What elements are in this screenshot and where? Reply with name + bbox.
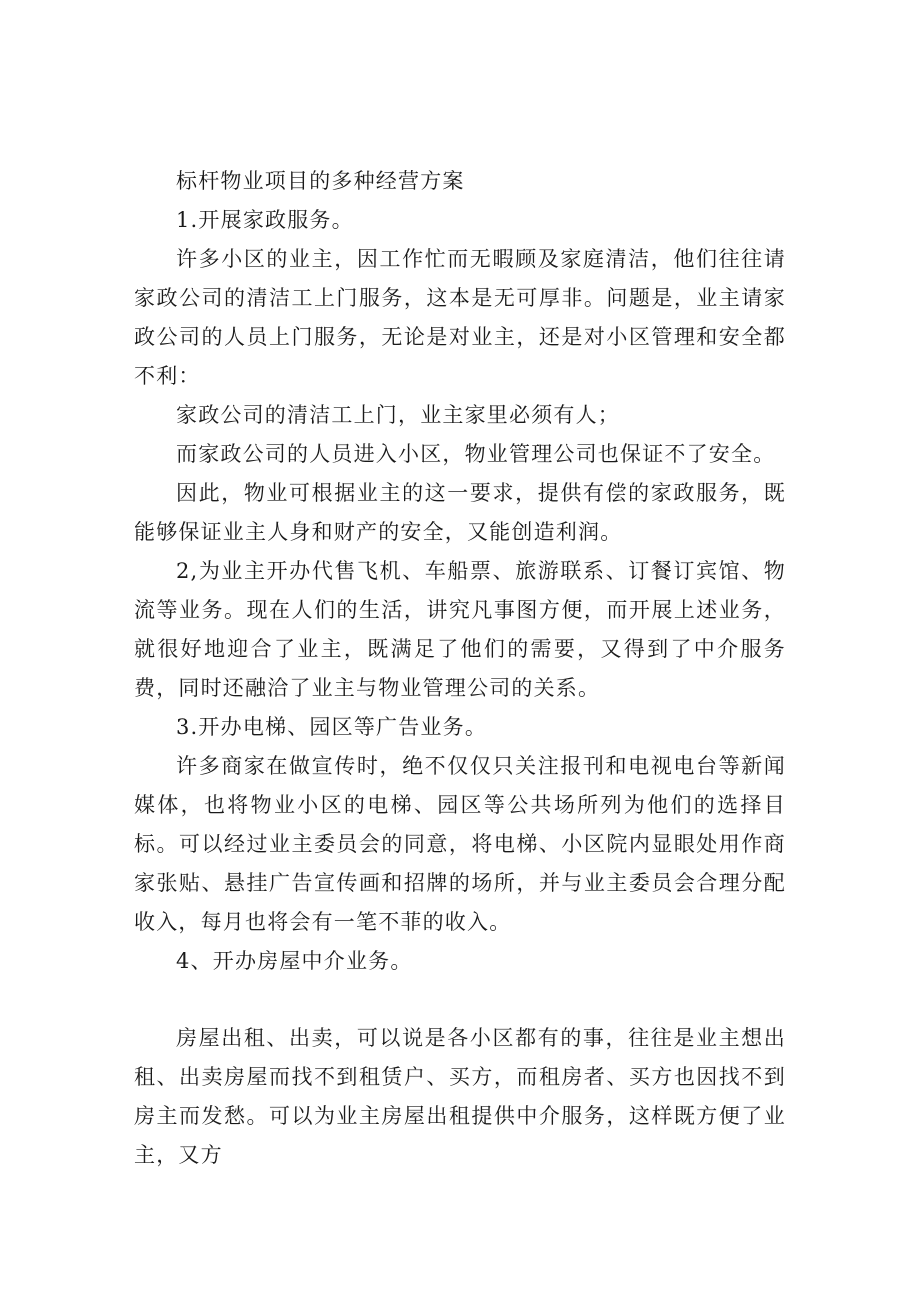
section-heading-4: 4、开办房屋中介业务。 — [176, 949, 413, 973]
paragraph: 而家政公司的人员进入小区，物业管理公司也保证不了安全。 — [176, 442, 776, 466]
paragraph: 因此，物业可根据业主的这一要求，提供有偿的家政服务，既能够保证业主人身和财产的安全，又能创造利润。 — [134, 481, 786, 544]
paragraph: 家政公司的清洁工上门，业主家里必须有人； — [176, 403, 620, 427]
document-body — [134, 162, 786, 1175]
document-title: 标杆物业项目的多种经营方案 — [176, 169, 465, 193]
paragraph: 房屋出租、出卖，可以说是各小区都有的事，往往是业主想出租、出卖房屋而找不到租赁户、买方，而租房者、买方也因找不到房主而发愁。可以为业主房屋出租提供中介服务，这样既方便了业主，又方 — [134, 1026, 786, 1167]
section-paragraph-2: 2,为业主开办代售飞机、车船票、旅游联系、订餐订宾馆、物流等业务。现在人们的生活，讲究凡事图方便，而开展上述业务，就很好地迎合了业主，既满足了他们的需要，又得到了中介服务费，同时还融洽了业主与物业管理公司的关系。 — [134, 559, 786, 700]
section-heading-1: 1.开展家政服务。 — [176, 208, 354, 232]
section-heading-3: 3.开办电梯、园区等广告业务。 — [176, 715, 488, 739]
paragraph: 许多商家在做宣传时，绝不仅仅只关注报刊和电视电台等新闻媒体，也将物业小区的电梯、园区等公共场所列为他们的选择目标。可以经过业主委员会的同意，将电梯、小区院内显眼处用作商家张贴、悬挂广告宣传画和招牌的场所，并与业主委员会合理分配收入，每月也将会有一笔不菲的收入。 — [134, 754, 786, 934]
paragraph: 许多小区的业主，因工作忙而无暇顾及家庭清洁，他们往往请家政公司的清洁工上门服务，这本是无可厚非。问题是，业主请家政公司的人员上门服务，无论是对业主，还是对小区管理和安全都不利： — [134, 247, 786, 388]
